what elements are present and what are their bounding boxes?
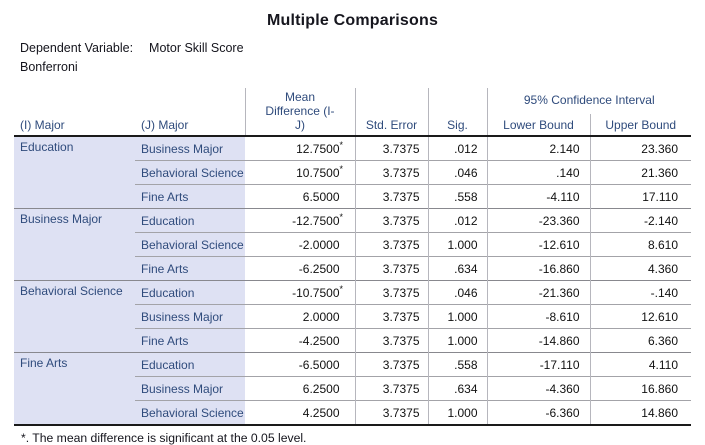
table-subtitles (20, 39, 705, 77)
upper-bound-cell: 14.860 (590, 401, 691, 426)
mean-difference-cell (245, 401, 355, 426)
j-major-cell: Education (135, 209, 245, 233)
table-title: Multiple Comparisons (266, 12, 439, 29)
i-major-cell: Fine Arts (14, 353, 135, 426)
j-major-cell: Business Major (135, 305, 245, 329)
mean-difference-value: -10.7500 (292, 285, 340, 300)
mean-difference-value: 12.7500 (296, 141, 340, 156)
upper-bound-cell: -.140 (590, 281, 691, 305)
sig-cell: .046 (428, 161, 487, 185)
mean-difference-cell (245, 305, 355, 329)
col-header-lower-bound: Lower Bound (487, 114, 590, 136)
mean-difference-value: -6.5000 (298, 357, 340, 372)
j-major-cell: Business Major (135, 136, 245, 161)
spss-output-page (0, 12, 705, 445)
std-error-cell: 3.7375 (355, 161, 428, 185)
i-major-cell: Education (14, 136, 135, 209)
col-header-mean-difference: Mean Difference (I-J) (245, 88, 355, 136)
mean-difference-cell (245, 377, 355, 401)
header-row-1 (14, 88, 691, 114)
mean-difference-cell (245, 185, 355, 209)
lower-bound-cell: -14.860 (487, 329, 590, 353)
mean-difference-cell: 12.7500* (296, 139, 344, 156)
mean-difference-value: 10.7500 (296, 165, 340, 180)
sig-cell: 1.000 (428, 305, 487, 329)
std-error-cell: 3.7375 (355, 185, 428, 209)
i-major-cell: Business Major (14, 209, 135, 281)
i-major-cell: Behavioral Science (14, 281, 135, 353)
adjustment-method: Bonferroni (20, 60, 78, 74)
std-error-cell: 3.7375 (355, 209, 428, 233)
mean-difference-cell (245, 257, 355, 281)
mean-difference-value: 6.2500 (302, 381, 340, 396)
dependent-variable-value: Motor Skill Score (149, 41, 244, 55)
sig-cell: .558 (428, 353, 487, 377)
table-row (14, 353, 691, 377)
table-row (14, 209, 691, 233)
mean-difference-cell (245, 329, 355, 353)
mean-difference-value: -6.2500 (298, 261, 340, 276)
j-major-cell: Behavioral Science (135, 161, 245, 185)
dependent-variable-label: Dependent Variable: (20, 41, 134, 55)
mean-difference-cell: 10.7500* (245, 161, 355, 185)
upper-bound-cell: 16.860 (590, 377, 691, 401)
mean-difference-value: -12.7500 (292, 213, 340, 228)
lower-bound-cell: -6.360 (487, 401, 590, 426)
sig-cell: .046 (428, 281, 487, 305)
mean-difference-value: 2.0000 (302, 309, 340, 324)
sig-cell: .634 (428, 377, 487, 401)
std-error-cell: 3.7375 (355, 136, 428, 161)
col-header-i-major: (I) Major (14, 88, 135, 136)
lower-bound-cell: -17.110 (487, 353, 590, 377)
sig-cell: 1.000 (428, 329, 487, 353)
table-body (14, 136, 691, 425)
mean-difference-cell: -12.7500* (245, 209, 355, 233)
sig-cell: .634 (428, 257, 487, 281)
significance-footnote: *. The mean difference is significant at the 0.05 level. (21, 431, 307, 445)
lower-bound-cell: -16.860 (487, 257, 590, 281)
std-error-cell: 3.7375 (355, 281, 428, 305)
std-error-cell: 3.7375 (355, 353, 428, 377)
std-error-cell: 3.7375 (355, 377, 428, 401)
sig-cell: .012 (428, 136, 487, 161)
table-row (14, 281, 691, 305)
std-error-cell: 3.7375 (355, 257, 428, 281)
upper-bound-cell: -2.140 (590, 209, 691, 233)
lower-bound-cell: -21.360 (487, 281, 590, 305)
upper-bound-cell: 21.360 (590, 161, 691, 185)
sig-cell: .012 (428, 209, 487, 233)
upper-bound-cell: 17.110 (590, 185, 691, 209)
mean-difference-value: -2.0000 (298, 237, 340, 252)
j-major-cell: Fine Arts (135, 185, 245, 209)
j-major-cell: Behavioral Science (135, 401, 245, 426)
upper-bound-cell: 8.610 (590, 233, 691, 257)
lower-bound-cell: -23.360 (487, 209, 590, 233)
j-major-cell: Fine Arts (135, 329, 245, 353)
mean-difference-value: 4.2500 (302, 405, 340, 420)
upper-bound-cell: 23.360 (590, 136, 691, 161)
lower-bound-cell: .140 (487, 161, 590, 185)
col-header-j-major: (J) Major (135, 88, 245, 136)
j-major-cell: Fine Arts (135, 257, 245, 281)
mean-difference-cell (245, 353, 355, 377)
upper-bound-cell: 12.610 (590, 305, 691, 329)
dependent-variable-line (20, 39, 705, 58)
j-major-cell: Behavioral Science (135, 233, 245, 257)
mean-difference-value: -4.2500 (298, 333, 340, 348)
col-header-sig: Sig. (428, 88, 487, 136)
col-header-std-error: Std. Error (355, 88, 428, 136)
col-header-ci-group: 95% Confidence Interval (487, 88, 691, 114)
std-error-cell: 3.7375 (355, 305, 428, 329)
upper-bound-cell: 6.360 (590, 329, 691, 353)
lower-bound-cell: -4.110 (487, 185, 590, 209)
std-error-cell: 3.7375 (355, 329, 428, 353)
upper-bound-cell: 4.110 (590, 353, 691, 377)
std-error-cell: 3.7375 (355, 233, 428, 257)
table-header (14, 88, 691, 136)
mean-difference-cell: -10.7500* (245, 281, 355, 305)
table-row (14, 136, 691, 161)
j-major-cell: Business Major (135, 377, 245, 401)
lower-bound-cell: -12.610 (487, 233, 590, 257)
lower-bound-cell: -8.610 (487, 305, 590, 329)
sig-cell: 1.000 (428, 401, 487, 426)
sig-cell: .558 (428, 185, 487, 209)
upper-bound-cell: 4.360 (590, 257, 691, 281)
sig-cell: 1.000 (428, 233, 487, 257)
lower-bound-cell: 2.140 (487, 136, 590, 161)
j-major-cell: Education (135, 281, 245, 305)
mean-difference-value: 6.5000 (302, 189, 340, 204)
col-header-upper-bound: Upper Bound (590, 114, 691, 136)
multiple-comparisons-table (14, 88, 691, 426)
std-error-cell: 3.7375 (355, 401, 428, 426)
j-major-cell: Education (135, 353, 245, 377)
lower-bound-cell: -4.360 (487, 377, 590, 401)
mean-difference-cell (245, 233, 355, 257)
